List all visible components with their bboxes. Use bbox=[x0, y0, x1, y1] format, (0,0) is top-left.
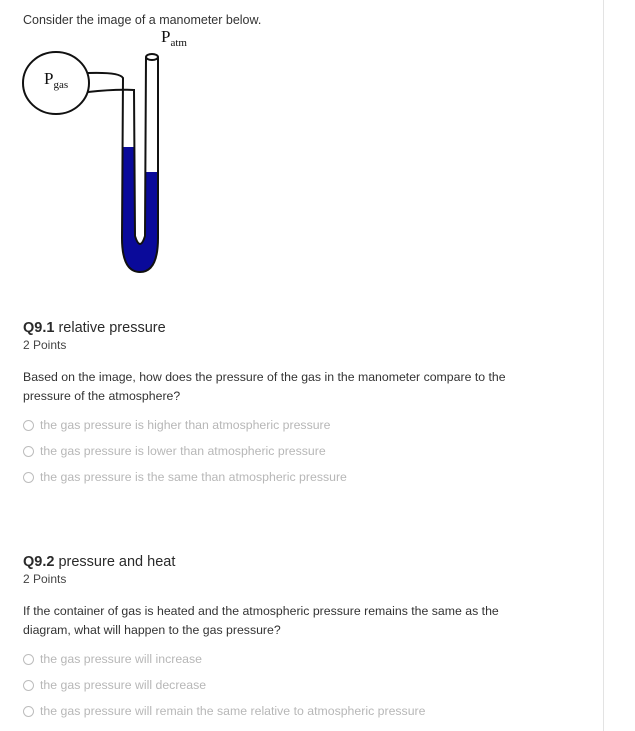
answer-option[interactable] bbox=[23, 698, 543, 724]
option-label: the gas pressure will increase bbox=[40, 652, 202, 666]
radio-button[interactable] bbox=[23, 654, 34, 665]
manometer-fluid bbox=[122, 147, 158, 272]
answer-options bbox=[23, 646, 543, 724]
atm-pressure-label: $P_{atm}$ bbox=[161, 27, 187, 49]
question-9-1 bbox=[23, 320, 543, 490]
radio-button[interactable] bbox=[23, 680, 34, 691]
option-label: the gas pressure will decrease bbox=[40, 678, 207, 692]
answer-options bbox=[23, 412, 543, 490]
answer-option[interactable] bbox=[23, 672, 543, 698]
option-label: the gas pressure will remain the same relative to atmospheric pressure bbox=[40, 704, 426, 718]
question-prompt: Based on the image, how does the pressure of the gas in the manometer compare to the pressure of the atmosphere? bbox=[23, 370, 506, 403]
answer-option[interactable] bbox=[23, 438, 543, 464]
question-prompt: If the container of gas is heated and the atmospheric pressure remains the same as the diagram, what will happen to the gas pressure? bbox=[23, 604, 499, 637]
manometer-diagram bbox=[20, 26, 220, 281]
answer-option[interactable] bbox=[23, 412, 543, 438]
question-9-2 bbox=[23, 554, 543, 724]
answer-option[interactable] bbox=[23, 464, 543, 490]
radio-button[interactable] bbox=[23, 472, 34, 483]
question-title bbox=[23, 554, 543, 570]
radio-button[interactable] bbox=[23, 446, 34, 457]
question-points: 2 Points bbox=[23, 572, 67, 586]
question-heading: pressure and heat bbox=[58, 554, 176, 570]
intro-text: Consider the image of a manometer below. bbox=[23, 13, 262, 27]
question-number: Q9.2 bbox=[23, 554, 55, 570]
answer-option[interactable] bbox=[23, 646, 543, 672]
question-points: 2 Points bbox=[23, 338, 67, 352]
question-heading: relative pressure bbox=[58, 320, 166, 336]
radio-button[interactable] bbox=[23, 706, 34, 717]
tube-open-end bbox=[146, 54, 158, 60]
option-label: the gas pressure is lower than atmospheric pressure bbox=[40, 444, 326, 458]
question-number: Q9.1 bbox=[23, 320, 55, 336]
radio-button[interactable] bbox=[23, 420, 34, 431]
question-title bbox=[23, 320, 543, 336]
option-label: the gas pressure is the same than atmospheric pressure bbox=[40, 470, 347, 484]
gas-pressure-label: $P_{gas}$ bbox=[44, 69, 69, 91]
option-label: the gas pressure is higher than atmospheric pressure bbox=[40, 418, 331, 432]
